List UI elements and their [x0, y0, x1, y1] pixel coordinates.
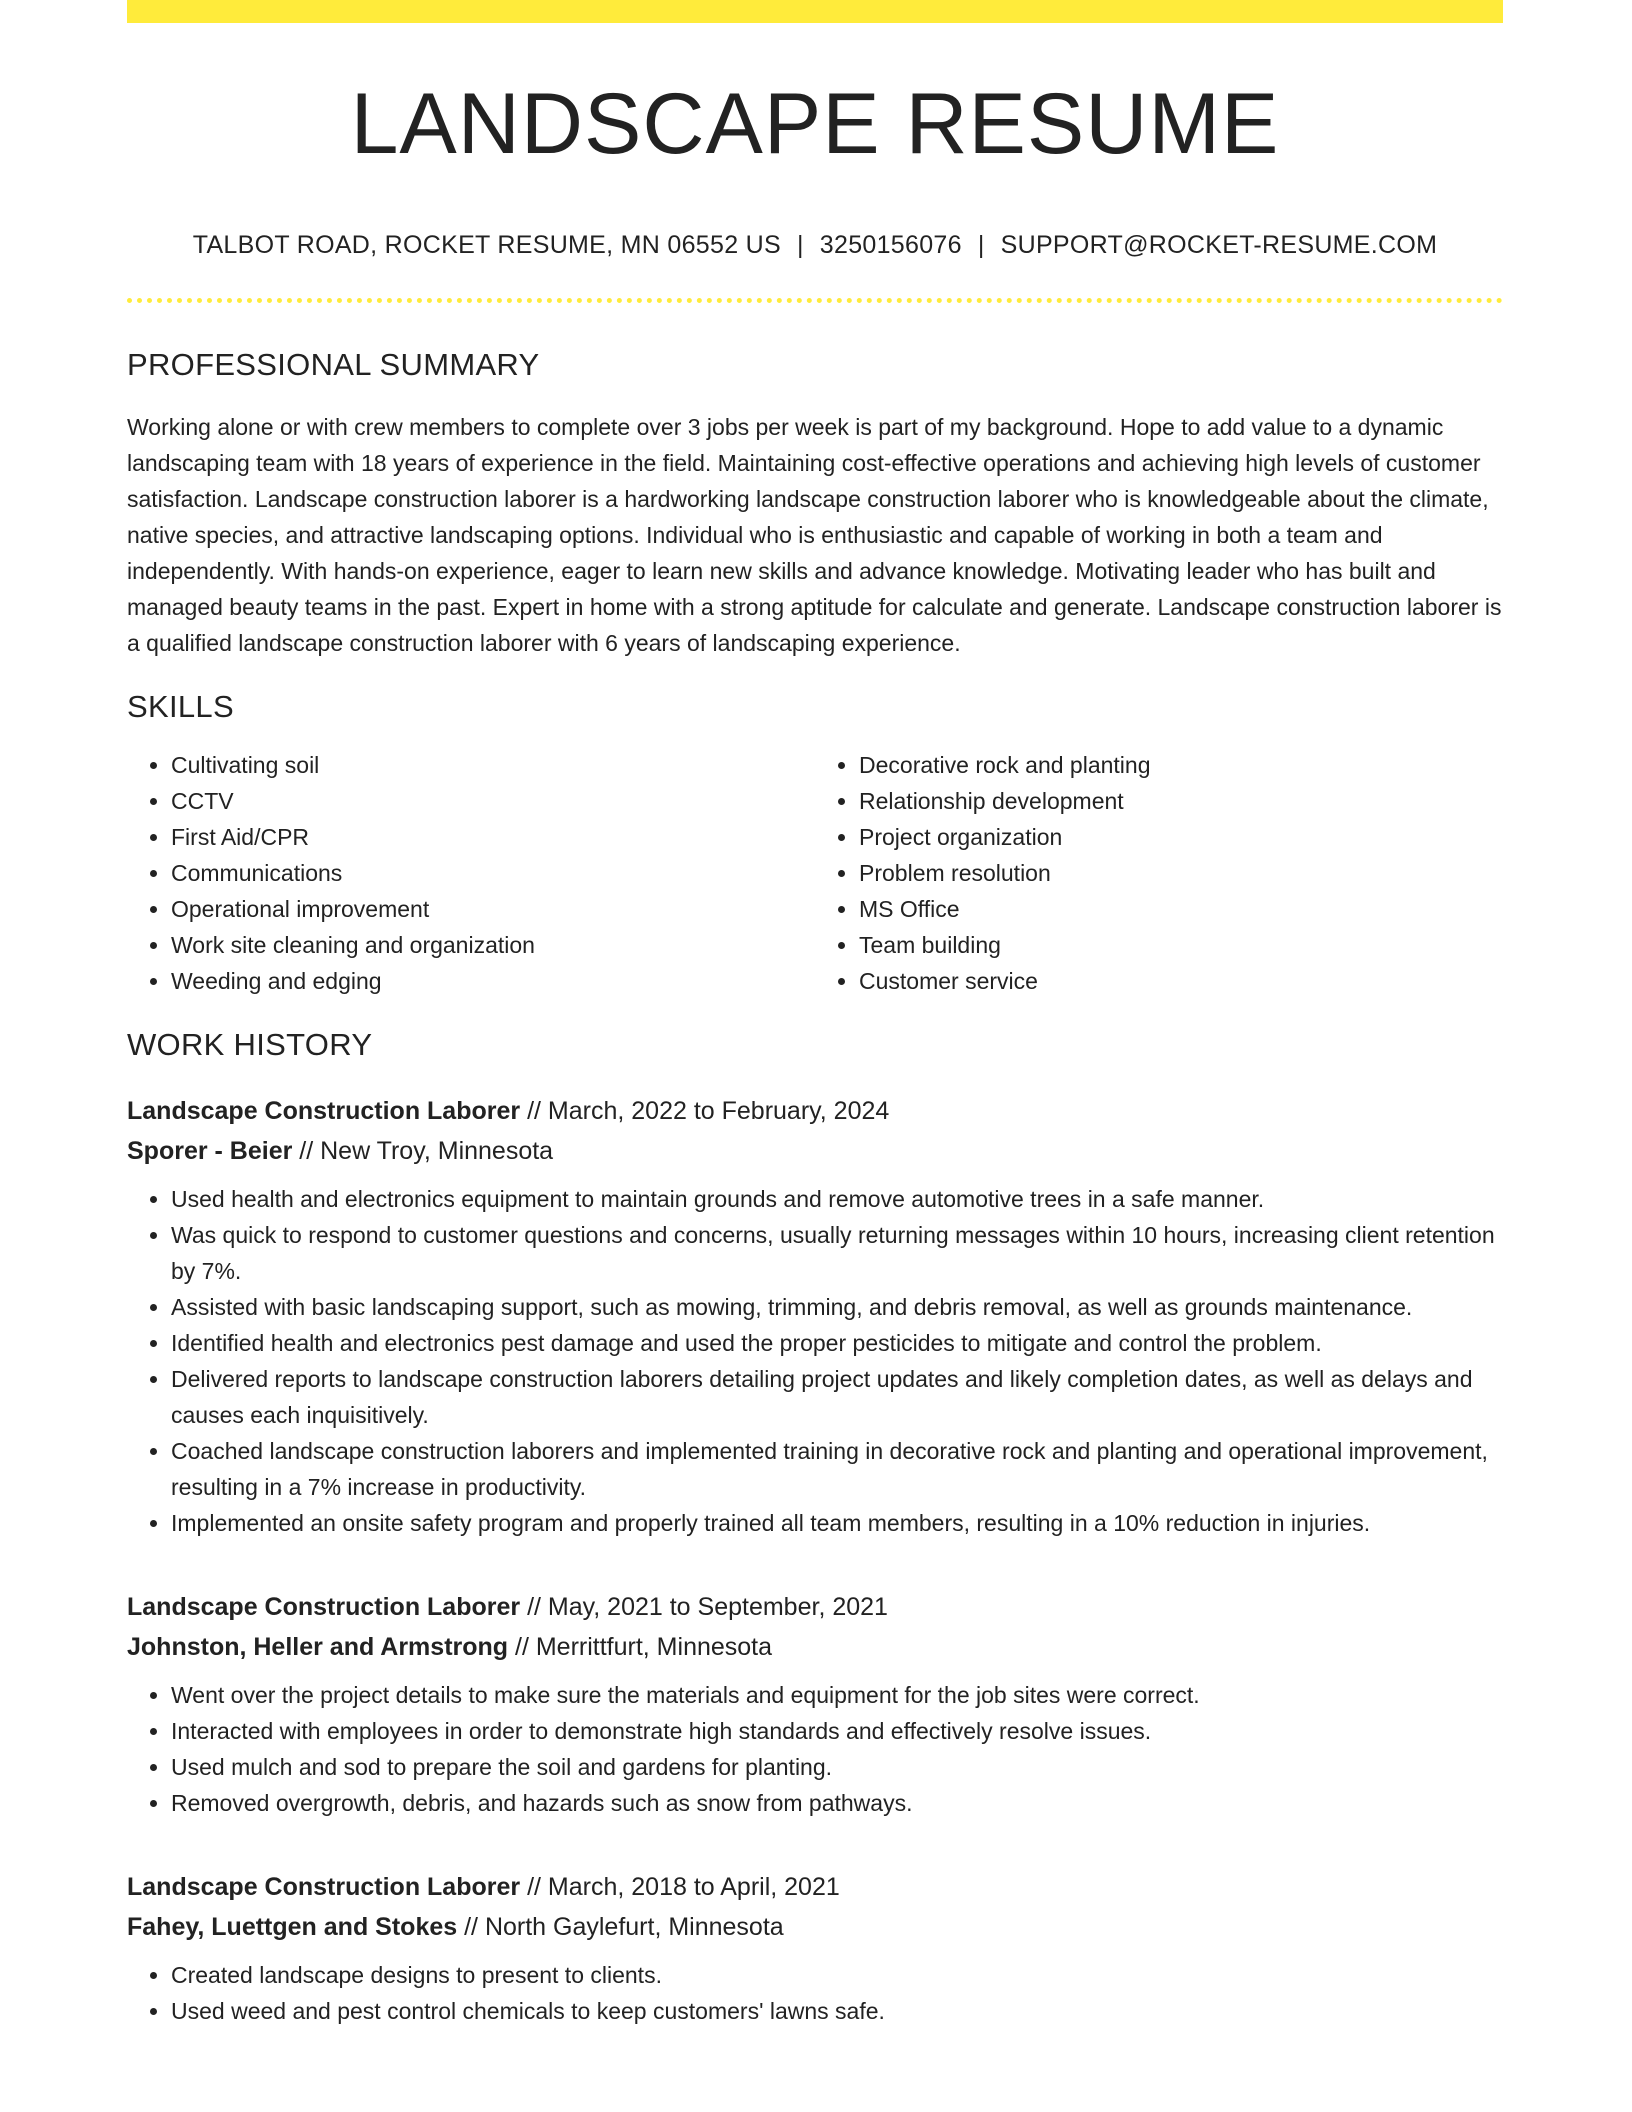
job-bullets [127, 1957, 1503, 2029]
contact-phone[interactable]: 3250156076 [819, 231, 962, 259]
skill-item: • Communications [171, 855, 815, 891]
job-bullet: • Assisted with basic landscaping support, such as mowing, trimming, and debris removal, as well as grounds maintenance. [171, 1289, 1503, 1325]
job-bullets [127, 1181, 1503, 1541]
job-bullet: • Was quick to respond to customer questions and concerns, usually returning messages within 10 hours, increasing client retention by 7%. [171, 1217, 1503, 1289]
skill-item: • MS Office [859, 891, 1503, 927]
job-dates: // March, 2018 to April, 2021 [520, 1873, 840, 1901]
job-title: Landscape Construction Laborer [127, 1873, 521, 1901]
job-company-line [127, 1131, 1503, 1171]
job-bullet: • Used weed and pest control chemicals to keep customers' lawns safe. [171, 1993, 1503, 2029]
job-dates: // May, 2021 to September, 2021 [520, 1593, 888, 1621]
skill-item: • Cultivating soil [171, 747, 815, 783]
job-company-line [127, 1907, 1503, 1947]
job-title: Landscape Construction Laborer [127, 1097, 521, 1125]
job-title: Landscape Construction Laborer [127, 1593, 521, 1621]
job-company: Fahey, Luettgen and Stokes [127, 1913, 458, 1941]
job-location: // New Troy, Minnesota [292, 1137, 554, 1165]
job-bullet: • Delivered reports to landscape construction laborers detailing project updates and likely completion dates, as well as delays and causes each inquisitively. [171, 1361, 1503, 1433]
job-bullet: • Used health and electronics equipment to maintain grounds and remove automotive trees in a safe manner. [171, 1181, 1503, 1217]
resume-page [127, 0, 1503, 2029]
resume-name: LANDSCAPE RESUME [350, 76, 1280, 172]
skill-item: • Team building [859, 927, 1503, 963]
summary-text: Working alone or with crew members to complete over 3 jobs per week is part of my background. Hope to add value to a dynamic landscaping team with 18 years of experience in the field. Maintaining cost-effective operations and achieving high levels of customer satisfaction. Landscape construction laborer is a hardworking landscape construction laborer who is knowledgeable about the climate, native species, and attractive landscaping options. Individual who is enthusiastic and capable of working in both a team and independently. With hands-on experience, eager to learn new skills and advance knowledge. Motivating leader who has built and managed beauty teams in the past. Expert in home with a strong aptitude for calculate and generate. Landscape construction laborer is a qualified landscape construction laborer with 6 years of landscaping experience. [127, 414, 1502, 656]
skill-item: • Problem resolution [859, 855, 1503, 891]
job-entry [127, 1091, 1503, 1541]
job-bullet: • Implemented an onsite safety program and properly trained all team members, resulting in a 10% reduction in injuries. [171, 1505, 1503, 1541]
contact-separator: | [977, 231, 985, 259]
job-company: Johnston, Heller and Armstrong [127, 1633, 509, 1661]
skill-item: • Customer service [859, 963, 1503, 999]
contact-separator: | [796, 231, 804, 259]
skill-item: • Decorative rock and planting [859, 747, 1503, 783]
top-accent-bar [127, 0, 1503, 23]
job-company: Sporer - Beier [127, 1137, 293, 1165]
skill-item: • Project organization [859, 819, 1503, 855]
job-title-line [127, 1587, 1503, 1627]
contact-line [127, 231, 1503, 260]
job-bullet: • Identified health and electronics pest damage and used the proper pesticides to mitigate and control the problem. [171, 1325, 1503, 1361]
job-bullet: • Coached landscape construction laborers and implemented training in decorative rock and planting and operational improvement, resulting in a 7% increase in productivity. [171, 1433, 1503, 1505]
job-bullets [127, 1677, 1503, 1821]
skill-item: • Work site cleaning and organization [171, 927, 815, 963]
skill-item: • Weeding and edging [171, 963, 815, 999]
skill-item: • Relationship development [859, 783, 1503, 819]
job-location: // Merrittfurt, Minnesota [508, 1633, 773, 1661]
contact-address: TALBOT ROAD, ROCKET RESUME, MN 06552 US [192, 231, 781, 259]
job-company-line [127, 1627, 1503, 1667]
work-history-heading: WORK HISTORY [127, 1027, 373, 1062]
dotted-divider [127, 298, 1503, 303]
skills-heading: SKILLS [127, 689, 234, 724]
job-bullet: • Used mulch and sod to prepare the soil and gardens for planting. [171, 1749, 1503, 1785]
job-entry [127, 1587, 1503, 1821]
job-dates: // March, 2022 to February, 2024 [520, 1097, 890, 1125]
skill-item: • First Aid/CPR [171, 819, 815, 855]
job-bullet: • Went over the project details to make sure the materials and equipment for the job sites were correct. [171, 1677, 1503, 1713]
summary-heading: PROFESSIONAL SUMMARY [127, 347, 540, 382]
skill-item: • CCTV [171, 783, 815, 819]
skills-column-left [127, 747, 815, 999]
job-title-line [127, 1867, 1503, 1907]
job-entry [127, 1867, 1503, 2029]
job-bullet: • Created landscape designs to present to clients. [171, 1957, 1503, 1993]
skills-column-right [815, 747, 1503, 999]
contact-email[interactable]: SUPPORT@ROCKET-RESUME.COM [1000, 231, 1438, 259]
skills-list [127, 747, 1503, 999]
job-bullet: • Removed overgrowth, debris, and hazards such as snow from pathways. [171, 1785, 1503, 1821]
skill-item: • Operational improvement [171, 891, 815, 927]
job-bullet: • Interacted with employees in order to demonstrate high standards and effectively resolve issues. [171, 1713, 1503, 1749]
job-location: // North Gaylefurt, Minnesota [457, 1913, 784, 1941]
job-title-line [127, 1091, 1503, 1131]
